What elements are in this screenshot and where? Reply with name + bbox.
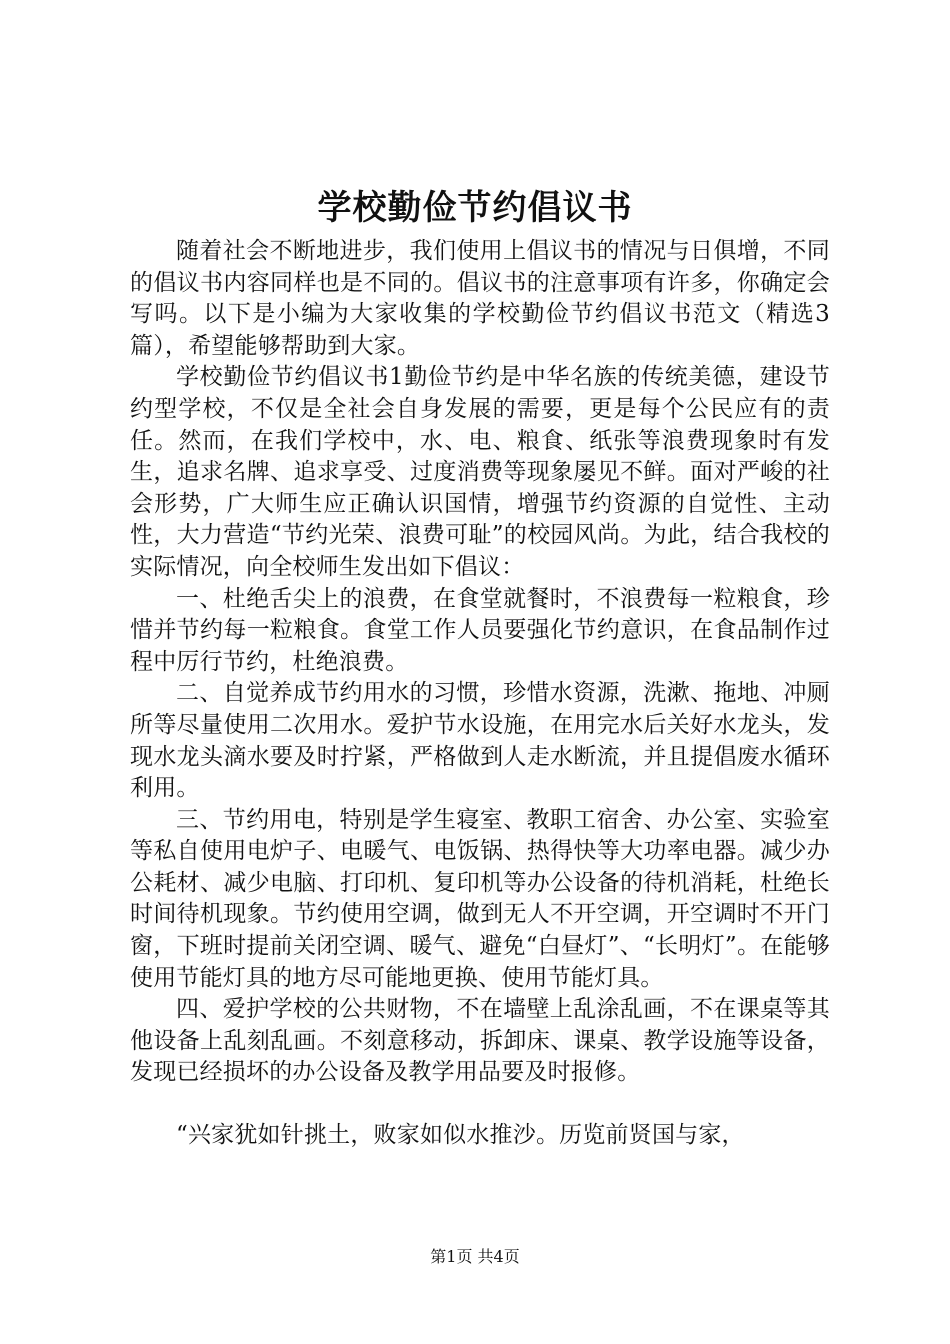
document-body [130, 236, 830, 1152]
item-4-paragraph: 四、爱护学校的公共财物，不在墙壁上乱涂乱画，不在课桌等其他设备上乱刻乱画。不刻意移动，拆卸床、课桌、教学设施等设备，发现已经损坏的办公设备及教学用品要及时报修。 [130, 996, 830, 1086]
item-2-paragraph: 二、自觉养成节约用水的习惯，珍惜水资源，洗漱、拖地、冲厕所等尽量使用二次用水。爱护节水设施，在用完水后关好水龙头，发现水龙头滴水要及时拧紧，严格做到人走水断流，并且提倡废水循环利用。 [130, 680, 830, 802]
document-title: 学校勤俭节约倡议书 [317, 188, 633, 228]
item-1-paragraph: 一、杜绝舌尖上的浪费，在食堂就餐时，不浪费每一粒粮食，珍惜并节约每一粒粮食。食堂工作人员要强化节约意识，在食品制作过程中厉行节约，杜绝浪费。 [130, 585, 830, 675]
intro-paragraph: 随着社会不断地进步，我们使用上倡议书的情况与日俱增，不同的倡议书内容同样也是不同的。倡议书的注意事项有许多，你确定会写吗。以下是小编为大家收集的学校勤俭节约倡议书范文（精选3篇），希望能够帮助到大家。 [130, 238, 830, 359]
page-footer: 第1页 共4页 [430, 1247, 520, 1266]
quote-paragraph: “兴家犹如针挑土，败家如似水推沙。历览前贤国与家， [176, 1122, 745, 1149]
item-3-paragraph: 三、节约用电，特别是学生寝室、教职工宿舍、办公室、实验室等私自使用电炉子、电暖气、电饭锅、热得快等大功率电器。减少办公耗材、减少电脑、打印机、复印机等办公设备的待机消耗，杜绝长时间待机现象。节约使用空调，做到无人不开空调，开空调时不开门窗，下班时提前关闭空调、暖气、避免“白昼灯”、“长明灯”。在能够使用节能灯具的地方尽可能地更换、使用节能灯具。 [130, 806, 830, 991]
proposal-1-paragraph: 学校勤俭节约倡议书1勤俭节约是中华名族的传统美德，建设节约型学校，不仅是全社会自身发展的需要，更是每个公民应有的责任。然而，在我们学校中，水、电、粮食、纸张等浪费现象时有发生，追求名牌、追求享受、过度消费等现象屡见不鲜。面对严峻的社会形势，广大师生应正确认识国情，增强节约资源的自觉性、主动性，大力营造“节约光荣、浪费可耻”的校园风尚。为此，结合我校的实际情况，向全校师生发出如下倡议： [130, 364, 830, 580]
